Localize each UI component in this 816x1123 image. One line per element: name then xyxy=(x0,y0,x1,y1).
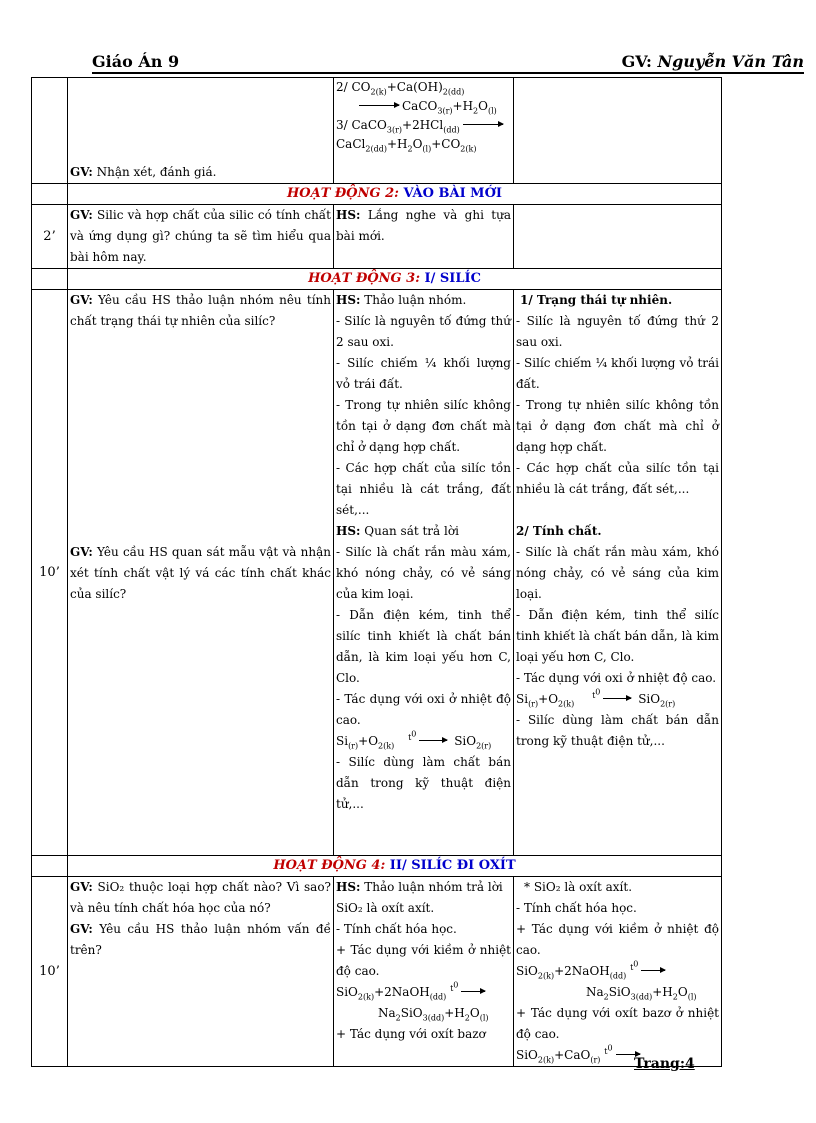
table-row xyxy=(32,290,722,856)
time-cell: 10’ xyxy=(32,877,68,1067)
table-row xyxy=(32,856,722,877)
gv-question-2: GV: Yêu cầu HS quan sát mẫu vật và nhận xét tính chất vật lý vá các tính chất khác của silíc? xyxy=(70,545,331,601)
reaction-equations: 2/ $CO_{2(k)}+Ca(OH)_{2(dd)}$ $CaCO_{3(r)}+H_2O_{(l)}$ 3/ CaCO$_{3(r)}$+2HCl$_{(dd)}$ $CaCl_{2(dd)}+H_2O_{(l)}+CO_{2(k)}$ xyxy=(334,78,514,184)
table-row: 2’ GV: Silic và hợp chất của silic có tính chất và ứng dụng gì? chúng ta sẽ tìm hiểu qua bài hôm nay. HS: Lắng nghe và ghi tựa bài mới. xyxy=(32,205,722,269)
table-row xyxy=(32,269,722,290)
table-row xyxy=(32,877,722,1067)
activity-heading-4: HOẠT ĐỘNG 4: II/ SILÍC ĐI OXÍT xyxy=(68,856,722,877)
gv-comment: GV: Nhận xét, đánh giá. xyxy=(70,165,217,179)
time-cell: 10’ xyxy=(32,290,68,856)
hs-answers: HS: Thảo luận nhóm. - Silíc là nguyên tố đứng thứ 2 sau oxi. - Silíc chiếm ¼ khối lượng vỏ trái đất. - Trong tự nhiên silíc không tồn tại ở dạng đơn chất mà chỉ ở dạng hợp chất. - Các hợp chất của silíc tồn tại nhiều là cát trắng, đất sét,... HS: Quan sát trả lời - Silíc là chất rắn màu xám, khó nóng chảy, có vẻ sáng của kim loại. - Dẫn điện kém, tinh thể silíc tinh khiết là chất bán dẫn, là kim loại yếu hơn C, Clo. - Tác dụng với oxi ở nhiệt độ cao. $Si_{(r)}+O_{2(k)}$ $^{t^0}$ SiO$_{2(r)}$ - Silíc dùng làm chất bán dẫn trong kỹ thuật điện tử,... xyxy=(334,290,514,856)
hs-intro: Lắng nghe và ghi tựa bài mới. xyxy=(336,208,511,243)
activity-heading-3: HOẠT ĐỘNG 3: I/ SILÍC xyxy=(68,269,722,290)
page-number: Trang:4 xyxy=(634,1056,695,1072)
content-notes-sio2: * SiO₂ là oxít axít. - Tính chất hóa học. + Tác dụng với kiềm ở nhiệt độ cao. SiO$_{2(k)}$+2NaOH$_{(dd)}$ $^{t^0}$ $Na_2SiO_{3(dd)}+H_2O_{(l)}$ + Tác dụng với oxít bazơ ở nhiệt độ cao. SiO$_{2(k)}$+CaO$_{(r)}$ $^{t^0}$ xyxy=(514,877,722,1067)
page-header xyxy=(92,50,804,74)
gv-question-4: GV: Yêu cầu HS thảo luận nhóm vấn đề trên? xyxy=(70,922,331,957)
gv-intro: Silic và hợp chất của silic có tính chất và ứng dụng gì? chúng ta sẽ tìm hiểu qua bài hôm nay. xyxy=(70,208,331,264)
gv-question-1: GV: Yêu cầu HS thảo luận nhóm nêu tính chất trạng thái tự nhiên của silíc? xyxy=(70,293,331,328)
activity-heading-2: HOẠT ĐỘNG 2: VÀO BÀI MỚI xyxy=(68,184,722,205)
time-cell: 2’ xyxy=(32,205,68,269)
gv-question-3: GV: SiO₂ thuộc loại hợp chất nào? Vì sao? và nêu tính chất hóa học của nó? xyxy=(70,880,331,915)
header-subject: Giáo Án 9 xyxy=(92,52,180,71)
hs-answers-sio2: HS: Thảo luận nhóm trả lời SiO₂ là oxít axít. - Tính chất hóa học. + Tác dụng với kiềm ở nhiệt độ cao. SiO$_{2(k)}$+2NaOH$_{(dd)}$ $^{t^0}$ $Na_2SiO_{3(dd)}+H_2O_{(l)}$ + Tác dụng với oxít bazơ xyxy=(334,877,514,1067)
header-teacher: GV: Nguyễn Văn Tân xyxy=(621,52,804,71)
content-notes: 1/ Trạng thái tự nhiên. - Silíc là nguyên tố đứng thứ 2 sau oxi. - Silíc chiếm ¼ khối lượng vỏ trái đất. - Trong tự nhiên silíc không tồn tại ở dạng đơn chất mà chỉ ở dạng hợp chất. - Các hợp chất của silíc tồn tại nhiều là cát trắng, đất sét,... 2/ Tính chất. - Silíc là chất rắn màu xám, khó nóng chảy, có vẻ sáng của kim loại. - Dẫn điện kém, tinh thể silíc tinh khiết là chất bán dẫn, là kim loại yếu hơn C, Clo. - Tác dụng với oxi ở nhiệt độ cao. $Si_{(r)}+O_{2(k)}$ $^{t^0}$ SiO$_{2(r)}$ - Silíc dùng làm chất bán dẫn trong kỹ thuật điện tử,... xyxy=(514,290,722,856)
table-row xyxy=(32,184,722,205)
equation-si-o2-notes: $Si_{(r)}+O_{2(k)}$ $^{t^0}$ SiO$_{2(r)}$ xyxy=(516,687,676,709)
equation-si-o2: $Si_{(r)}+O_{2(k)}$ $^{t^0}$ SiO$_{2(r)}$ xyxy=(336,729,492,751)
lesson-table xyxy=(31,77,722,1067)
table-row xyxy=(32,78,722,184)
